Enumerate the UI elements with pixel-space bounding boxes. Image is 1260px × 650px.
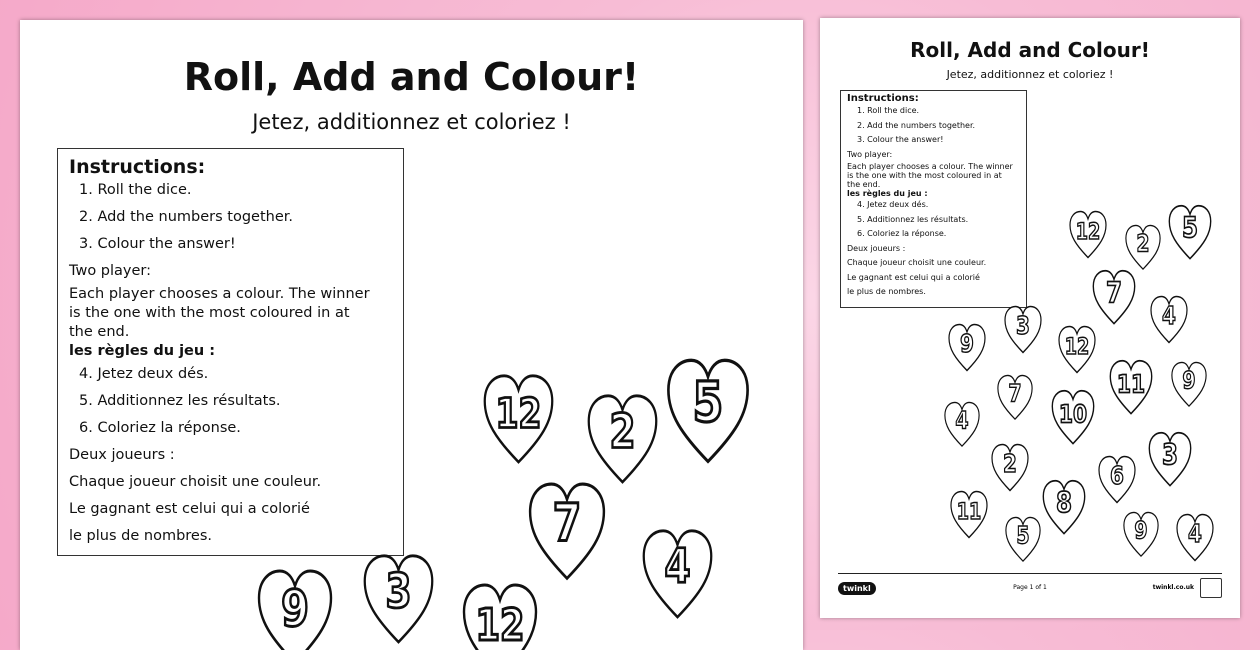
heart-number: 2 (1136, 230, 1150, 259)
instruction-step: 1. Roll the dice. (79, 182, 192, 198)
heart-number: 5 (1182, 212, 1198, 246)
number-heart (481, 373, 556, 467)
worksheet-title: Roll, Add and Colour! (183, 55, 640, 99)
heart-number: 2 (608, 405, 636, 460)
number-heart (1124, 224, 1162, 272)
heart-number: 3 (1162, 439, 1178, 473)
number-heart (996, 374, 1034, 422)
instructions-box (57, 148, 404, 556)
heart-number: 9 (281, 579, 309, 639)
heart-number: 11 (956, 499, 982, 525)
heart-number: 3 (384, 565, 412, 620)
instruction-line: Chaque joueur choisit une couleur. (847, 258, 987, 267)
number-heart (1068, 210, 1108, 260)
heart-number: 11 (1116, 370, 1146, 400)
number-heart (640, 528, 715, 622)
instruction-step: 2. Add the numbers together. (79, 209, 294, 225)
heart-number: 7 (1106, 277, 1122, 311)
two-player-label: Two player: (847, 149, 893, 159)
number-heart (585, 393, 660, 487)
page-footer (838, 573, 1222, 604)
instruction-step: 3. Colour the answer! (857, 135, 944, 144)
heart-number: 5 (692, 370, 724, 435)
number-heart (1175, 513, 1215, 563)
number-heart (1050, 389, 1096, 447)
worksheet-preview-large (20, 20, 803, 650)
heart-number: 5 (1016, 522, 1030, 551)
rule-step: 4. Jetez deux dés. (857, 200, 929, 209)
number-heart (1147, 431, 1193, 489)
two-player-label: Two player: (69, 263, 152, 279)
heart-number: 4 (955, 407, 969, 436)
heart-number: 4 (1188, 519, 1202, 549)
number-heart (526, 481, 608, 584)
rules-heading: les règles du jeu : (69, 343, 216, 359)
instruction-line: le plus de nombres. (847, 287, 926, 296)
heart-number: 7 (552, 492, 582, 553)
heart-number: 12 (1075, 219, 1101, 245)
number-heart (255, 568, 335, 650)
heart-number: 3 (1016, 311, 1030, 341)
heart-number: 9 (1134, 517, 1148, 546)
heart-number: 12 (495, 388, 541, 438)
instruction-line: the end. (69, 324, 130, 340)
twinkl-logo: twinkl (838, 582, 876, 595)
rule-step: 5. Additionnez les résultats. (79, 393, 281, 409)
instruction-line: Chaque joueur choisit une couleur. (69, 474, 322, 490)
number-heart (990, 443, 1030, 493)
instruction-line: le plus de nombres. (69, 528, 212, 544)
page-number: Page 1 of 1 (1013, 584, 1047, 591)
rule-step: 5. Additionnez les résultats. (857, 214, 969, 224)
number-heart (1041, 479, 1087, 537)
quality-badge-icon (1200, 578, 1222, 598)
heart-number: 12 (475, 600, 525, 650)
worksheet-title-small: Roll, Add and Colour! (910, 38, 1150, 62)
instructions-box-small (840, 90, 1027, 308)
number-heart (1167, 204, 1213, 262)
number-heart (1149, 295, 1189, 345)
instruction-step: 2. Add the numbers together. (857, 120, 976, 130)
heart-number: 12 (1064, 334, 1090, 360)
number-heart (1057, 325, 1097, 375)
number-heart (1170, 361, 1208, 409)
instruction-line: Each player chooses a colour. The winner (847, 162, 1013, 171)
rule-step: 6. Coloriez la réponse. (79, 420, 241, 436)
instructions-heading: Instructions: (847, 93, 919, 104)
heart-number: 9 (960, 329, 974, 359)
heart-number: 8 (1056, 487, 1072, 521)
rule-step: 6. Coloriez la réponse. (857, 229, 947, 238)
number-heart (664, 357, 752, 467)
instruction-step: 3. Colour the answer! (79, 236, 236, 252)
number-heart (947, 323, 987, 373)
heart-number: 4 (1162, 301, 1176, 331)
number-heart (361, 553, 436, 647)
instruction-line: is the one with the most coloured in at (69, 305, 350, 321)
instructions-heading: Instructions: (69, 156, 206, 178)
instruction-line: Le gagnant est celui qui a colorié (69, 501, 310, 517)
deux-joueurs-label: Deux joueurs : (69, 447, 175, 463)
number-heart (1097, 455, 1137, 505)
number-heart (949, 490, 989, 540)
instruction-line: Le gagnant est celui qui a colorié (847, 272, 980, 282)
worksheet-preview-small (820, 18, 1240, 618)
worksheet-subtitle: Jetez, additionnez et coloriez ! (252, 110, 571, 134)
number-heart (1108, 359, 1154, 417)
heart-number: 7 (1008, 380, 1022, 409)
instruction-line: is the one with the most coloured in at (847, 171, 1002, 180)
number-heart (1091, 269, 1137, 327)
number-heart (943, 401, 981, 449)
number-heart (1004, 516, 1042, 564)
heart-number: 4 (663, 540, 691, 595)
rule-step: 4. Jetez deux dés. (79, 366, 209, 382)
site-url: twinkl.co.uk (1152, 584, 1194, 591)
deux-joueurs-label: Deux joueurs : (847, 243, 906, 253)
instruction-line: Each player chooses a colour. The winner (69, 286, 370, 302)
heart-number: 2 (1003, 449, 1017, 479)
number-heart (1122, 511, 1160, 559)
rules-heading: les règles du jeu : (847, 189, 928, 198)
heart-number: 10 (1058, 400, 1088, 430)
number-heart (1003, 305, 1043, 355)
instruction-line: the end. (847, 180, 881, 189)
heart-number: 9 (1182, 367, 1196, 396)
instruction-step: 1. Roll the dice. (857, 106, 920, 115)
heart-number: 6 (1110, 461, 1124, 491)
worksheet-subtitle-small: Jetez, additionnez et coloriez ! (946, 68, 1114, 81)
number-heart (460, 582, 540, 650)
